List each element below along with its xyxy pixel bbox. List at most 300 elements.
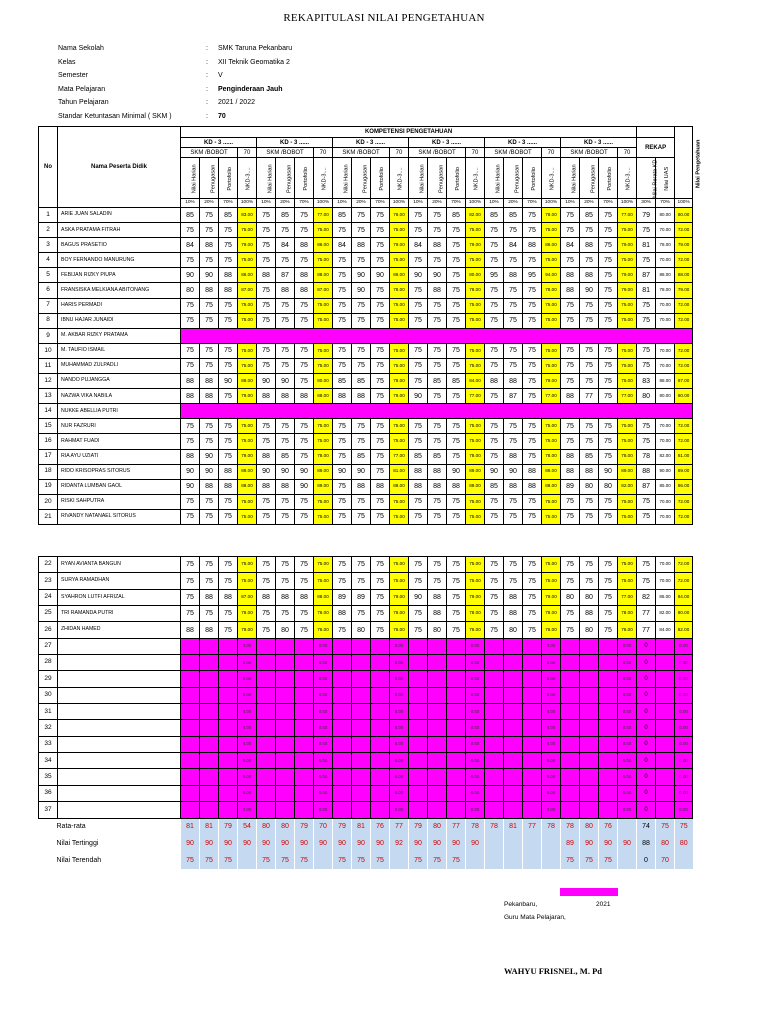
percent-cell: 20% <box>200 199 219 208</box>
info-value: 2021 / 2022 <box>218 99 255 107</box>
score-cell <box>295 655 314 671</box>
score-cell: 75 <box>219 494 238 509</box>
skm-value: 70 <box>390 148 409 158</box>
score-cell <box>447 769 466 785</box>
uas-cell: 82.00 <box>656 449 675 464</box>
score-cell <box>200 753 219 769</box>
nkd-cell: 78.00 <box>466 449 485 464</box>
sub-header-text: Penugasan <box>210 164 217 194</box>
info-row <box>58 69 292 83</box>
score-cell: 88 <box>295 283 314 298</box>
uas-cell: 80.00 <box>656 208 675 223</box>
nkd-cell: 0.00 <box>466 638 485 654</box>
score-cell <box>219 753 238 769</box>
score-cell: 75 <box>561 606 580 622</box>
score-cell: 88 <box>181 374 200 389</box>
score-cell: 75 <box>181 343 200 358</box>
nkd-cell: 86.00 <box>542 238 561 253</box>
percent-cell: 100% <box>675 199 693 208</box>
sub-header <box>181 158 200 199</box>
rerata-cell: 75 <box>637 434 656 449</box>
summary-value: 75 <box>295 852 314 869</box>
score-cell: 75 <box>257 238 276 253</box>
summary-value: 75 <box>257 852 276 869</box>
summary-value: 75 <box>428 852 447 869</box>
nkd-cell: 0.00 <box>466 704 485 720</box>
score-cell: 88 <box>580 464 599 479</box>
student-name: RIDO KRISOPRAS SITORUS <box>58 464 181 479</box>
score-cell: 95 <box>523 268 542 283</box>
summary-rerata: 74 <box>637 818 656 835</box>
score-cell: 75 <box>504 298 523 313</box>
score-cell: 75 <box>523 374 542 389</box>
score-cell: 80 <box>504 622 523 638</box>
score-cell: 88 <box>295 238 314 253</box>
percent-cell: 100% <box>466 199 485 208</box>
nkd-cell: 0.00 <box>466 655 485 671</box>
final-cell: 0.00 <box>675 769 693 785</box>
table-row <box>39 509 693 524</box>
score-cell: 89 <box>561 479 580 494</box>
score-cell: 75 <box>447 494 466 509</box>
score-cell <box>333 704 352 720</box>
nkd-cell: 79.00 <box>466 589 485 605</box>
nkd-cell: 82.00 <box>466 208 485 223</box>
rerata-cell: 75 <box>637 557 656 573</box>
score-cell: 75 <box>276 557 295 573</box>
score-cell: 88 <box>276 389 295 404</box>
score-cell <box>504 704 523 720</box>
score-cell: 88 <box>580 606 599 622</box>
nkd-cell: 0.00 <box>542 704 561 720</box>
score-cell <box>428 769 447 785</box>
score-cell: 88 <box>523 479 542 494</box>
info-colon: : <box>206 45 208 52</box>
sub-header <box>219 158 238 199</box>
nkd-cell: 0.00 <box>390 655 409 671</box>
row-number: 19 <box>39 479 58 494</box>
nkd-cell: 75.00 <box>390 343 409 358</box>
score-cell: 75 <box>409 434 428 449</box>
table-row <box>39 283 693 298</box>
nkd-cell: 78.00 <box>390 283 409 298</box>
score-cell: 80 <box>181 283 200 298</box>
score-cell: 75 <box>561 298 580 313</box>
nkd-cell: 0.00 <box>390 736 409 752</box>
score-cell: 75 <box>523 434 542 449</box>
skm-value: 70 <box>238 148 257 158</box>
uas-cell: 70.00 <box>656 557 675 573</box>
score-cell: 75 <box>504 573 523 589</box>
score-cell <box>428 687 447 703</box>
nkd-cell: 75.00 <box>618 358 637 373</box>
final-cell: 72.00 <box>675 557 693 573</box>
skm-label: SKM /BOBOT <box>257 148 314 158</box>
summary-value: 90 <box>219 835 238 852</box>
score-cell: 88 <box>219 283 238 298</box>
score-cell: 87 <box>504 389 523 404</box>
nkd-cell: 0.00 <box>618 769 637 785</box>
score-cell <box>371 687 390 703</box>
rerata-cell: 75 <box>637 313 656 328</box>
rekap-header: REKAP <box>637 138 675 158</box>
rerata-cell: 0 <box>637 769 656 785</box>
summary-value: 75 <box>181 852 200 869</box>
nkd-cell: 89.00 <box>238 464 257 479</box>
sub-header-text: NKD-3.... <box>245 167 252 191</box>
score-cell: 75 <box>561 622 580 638</box>
score-cell: 85 <box>219 208 238 223</box>
table-row <box>39 589 693 605</box>
score-cell: 75 <box>276 434 295 449</box>
score-cell: 75 <box>352 509 371 524</box>
score-cell: 75 <box>447 238 466 253</box>
score-cell: 75 <box>295 208 314 223</box>
score-cell: 88 <box>447 479 466 494</box>
student-name: BAGUS PRASETIO <box>58 238 181 253</box>
score-cell: 75 <box>523 419 542 434</box>
score-cell <box>200 720 219 736</box>
final-cell: 72.00 <box>675 253 693 268</box>
score-cell: 75 <box>580 573 599 589</box>
final-cell: 72.00 <box>675 419 693 434</box>
score-cell: 88 <box>276 479 295 494</box>
student-name <box>58 785 181 801</box>
nkd-cell: 75.00 <box>466 494 485 509</box>
uas-cell: 70.00 <box>656 313 675 328</box>
final-cell: 86.00 <box>675 479 693 494</box>
score-cell: 90 <box>257 374 276 389</box>
summary-value: 75 <box>409 852 428 869</box>
score-cell: 75 <box>409 494 428 509</box>
score-cell: 75 <box>352 606 371 622</box>
score-cell: 75 <box>561 358 580 373</box>
skm-label: SKM /BOBOT <box>561 148 618 158</box>
row-number: 29 <box>39 671 58 687</box>
score-cell: 88 <box>257 449 276 464</box>
score-cell: 75 <box>181 434 200 449</box>
score-cell: 75 <box>371 622 390 638</box>
score-cell <box>257 655 276 671</box>
nkd-cell: 78.00 <box>314 449 333 464</box>
score-cell: 75 <box>447 223 466 238</box>
nkd-cell: 0.00 <box>542 655 561 671</box>
summary-value <box>618 852 637 869</box>
nkd-cell: 75.00 <box>466 434 485 449</box>
score-cell: 80 <box>276 622 295 638</box>
nkd-cell: 79.00 <box>390 238 409 253</box>
score-cell: 75 <box>333 283 352 298</box>
score-cell: 75 <box>523 573 542 589</box>
score-cell <box>219 704 238 720</box>
sub-header-text: NKD-3.... <box>473 167 480 191</box>
score-cell <box>523 720 542 736</box>
score-cell: 88 <box>580 238 599 253</box>
nkd-cell: 0.00 <box>618 638 637 654</box>
summary-row <box>39 818 693 835</box>
score-cell <box>295 704 314 720</box>
score-cell <box>352 720 371 736</box>
row-number: 14 <box>39 404 58 419</box>
score-cell <box>371 736 390 752</box>
sub-header <box>447 158 466 199</box>
score-cell: 75 <box>599 374 618 389</box>
score-cell <box>599 638 618 654</box>
nkd-cell: 80.00 <box>466 268 485 283</box>
score-cell: 85 <box>181 208 200 223</box>
score-cell: 88 <box>219 479 238 494</box>
uas-cell <box>656 687 675 703</box>
score-cell <box>599 655 618 671</box>
rerata-cell: 75 <box>637 419 656 434</box>
score-cell: 75 <box>485 434 504 449</box>
row-number: 27 <box>39 638 58 654</box>
student-name <box>58 671 181 687</box>
table-row <box>39 253 693 268</box>
score-cell: 75 <box>371 557 390 573</box>
nkd-cell: 75.00 <box>314 573 333 589</box>
table-row <box>39 328 693 343</box>
info-colon: : <box>206 112 208 120</box>
row-number: 16 <box>39 434 58 449</box>
score-cell <box>409 704 428 720</box>
empty-row-fill <box>181 404 693 419</box>
score-cell: 75 <box>580 434 599 449</box>
table-row <box>39 573 693 589</box>
score-cell <box>409 785 428 801</box>
nkd-cell: 0.00 <box>390 769 409 785</box>
score-cell: 75 <box>599 449 618 464</box>
uas-cell: 70.00 <box>656 494 675 509</box>
score-cell: 75 <box>200 606 219 622</box>
nkd-cell: 75.00 <box>618 223 637 238</box>
nkd-cell: 75.00 <box>390 419 409 434</box>
summary-value: 75 <box>333 852 352 869</box>
nkd-cell: 0.00 <box>466 802 485 818</box>
score-cell: 75 <box>333 313 352 328</box>
score-cell <box>295 785 314 801</box>
summary-value: 77 <box>523 818 542 835</box>
score-cell: 75 <box>599 589 618 605</box>
table-row <box>39 753 693 769</box>
score-cell <box>561 655 580 671</box>
table-row <box>39 736 693 752</box>
summary-value: 75 <box>352 852 371 869</box>
score-cell: 75 <box>200 223 219 238</box>
score-cell: 75 <box>219 622 238 638</box>
nkd-cell: 75.00 <box>542 509 561 524</box>
table-row <box>39 419 693 434</box>
score-cell: 75 <box>200 434 219 449</box>
score-cell <box>371 638 390 654</box>
student-name: NANDO PUJANGGA <box>58 374 181 389</box>
score-cell: 88 <box>561 268 580 283</box>
score-cell <box>371 655 390 671</box>
score-cell: 75 <box>523 298 542 313</box>
score-cell <box>219 687 238 703</box>
score-cell: 75 <box>428 223 447 238</box>
student-name <box>58 802 181 818</box>
score-cell: 95 <box>485 268 504 283</box>
row-number: 4 <box>39 253 58 268</box>
score-cell: 75 <box>371 283 390 298</box>
table-row <box>39 313 693 328</box>
score-cell <box>276 769 295 785</box>
score-cell <box>219 802 238 818</box>
empty-row-fill <box>181 328 693 343</box>
score-cell: 75 <box>523 223 542 238</box>
rerata-cell: 0 <box>637 785 656 801</box>
score-cell <box>580 720 599 736</box>
rerata-cell: 81 <box>637 283 656 298</box>
percent-cell: 70% <box>219 199 238 208</box>
student-name: SYAHRON LUTFI AFRIZAL <box>58 589 181 605</box>
score-cell: 75 <box>181 573 200 589</box>
row-number: 9 <box>39 328 58 343</box>
nkd-cell: 75.00 <box>314 557 333 573</box>
final-cell: 0.00 <box>675 671 693 687</box>
uas-cell: 70.00 <box>656 223 675 238</box>
final-cell: 0.00 <box>675 753 693 769</box>
score-cell <box>352 769 371 785</box>
kd-header: KD - 3 ...... <box>333 138 409 148</box>
score-cell <box>428 720 447 736</box>
score-cell: 90 <box>181 464 200 479</box>
nkd-cell: 0.00 <box>618 802 637 818</box>
summary-rerata: 0 <box>637 852 656 869</box>
score-cell: 75 <box>295 573 314 589</box>
score-cell: 85 <box>580 449 599 464</box>
nkd-cell: 76.00 <box>238 606 257 622</box>
score-cell: 75 <box>561 343 580 358</box>
score-cell: 75 <box>504 358 523 373</box>
score-cell: 75 <box>409 419 428 434</box>
score-cell <box>561 720 580 736</box>
rerata-cell: 75 <box>637 358 656 373</box>
score-cell <box>599 785 618 801</box>
nkd-cell: 0.00 <box>238 671 257 687</box>
page-title: REKAPITULASI NILAI PENGETAHUAN <box>283 12 485 24</box>
final-cell: 88.00 <box>675 268 693 283</box>
score-cell <box>561 753 580 769</box>
score-cell: 75 <box>599 313 618 328</box>
score-cell: 75 <box>257 208 276 223</box>
nkd-cell: 89.00 <box>542 464 561 479</box>
summary-value <box>523 852 542 869</box>
table-row <box>39 638 693 654</box>
table-row <box>39 785 693 801</box>
score-cell: 85 <box>504 208 523 223</box>
rerata-cell: 82 <box>637 589 656 605</box>
final-cell: 89.00 <box>675 464 693 479</box>
table-row <box>39 238 693 253</box>
score-cell <box>333 638 352 654</box>
final-cell: 72.00 <box>675 573 693 589</box>
student-name: SURYA RAMADHAN <box>58 573 181 589</box>
summary-uas: 75 <box>656 818 675 835</box>
sub-header-text: Penugasan <box>514 164 521 194</box>
summary-value: 90 <box>181 835 200 852</box>
row-number: 7 <box>39 298 58 313</box>
final-cell: 72.00 <box>675 343 693 358</box>
score-cell: 88 <box>409 479 428 494</box>
score-cell: 75 <box>599 573 618 589</box>
score-cell <box>523 802 542 818</box>
table-row <box>39 720 693 736</box>
score-cell <box>504 687 523 703</box>
score-cell <box>447 687 466 703</box>
student-name <box>58 736 181 752</box>
final-cell: 0.00 <box>675 802 693 818</box>
score-cell <box>523 704 542 720</box>
signatory-name: WAHYU FRISNEL, M. Pd <box>504 966 602 976</box>
score-cell: 75 <box>409 223 428 238</box>
percent-cell: 20% <box>428 199 447 208</box>
score-cell: 88 <box>219 464 238 479</box>
summary-value: 76 <box>371 818 390 835</box>
school-info <box>58 42 292 124</box>
score-cell: 75 <box>333 419 352 434</box>
row-number: 21 <box>39 509 58 524</box>
score-cell: 75 <box>561 434 580 449</box>
score-cell: 75 <box>599 283 618 298</box>
kd-header: KD - 3 ...... <box>181 138 257 148</box>
nkd-cell: 75.00 <box>542 343 561 358</box>
skm-value: 70 <box>314 148 333 158</box>
row-number: 3 <box>39 238 58 253</box>
score-cell <box>371 802 390 818</box>
score-cell: 75 <box>447 434 466 449</box>
score-cell <box>580 769 599 785</box>
sub-header <box>371 158 390 199</box>
score-cell: 85 <box>409 449 428 464</box>
rekap-sub-text: Nilai Rerata KD <box>652 159 659 199</box>
nkd-cell: 84.00 <box>466 374 485 389</box>
nkd-cell: 87.00 <box>238 589 257 605</box>
row-number: 35 <box>39 769 58 785</box>
row-number: 13 <box>39 389 58 404</box>
score-cell: 75 <box>561 253 580 268</box>
score-cell: 75 <box>295 253 314 268</box>
nkd-cell: 0.00 <box>390 785 409 801</box>
score-cell: 75 <box>561 374 580 389</box>
summary-value: 90 <box>333 835 352 852</box>
score-cell: 75 <box>200 419 219 434</box>
summary-value: 90 <box>447 835 466 852</box>
score-cell: 84 <box>276 238 295 253</box>
final-cell: 80.00 <box>675 606 693 622</box>
score-cell: 75 <box>219 343 238 358</box>
score-cell <box>504 785 523 801</box>
score-cell <box>181 687 200 703</box>
sub-header <box>257 158 276 199</box>
skm-label: SKM /BOBOT <box>485 148 542 158</box>
sub-header-text: NKD-3.... <box>321 167 328 191</box>
score-cell: 75 <box>428 557 447 573</box>
score-cell: 75 <box>200 343 219 358</box>
score-cell: 75 <box>295 622 314 638</box>
score-cell: 75 <box>333 223 352 238</box>
percent-cell: 100% <box>542 199 561 208</box>
summary-value <box>542 835 561 852</box>
score-cell: 75 <box>447 573 466 589</box>
score-cell: 75 <box>504 343 523 358</box>
score-cell: 75 <box>200 298 219 313</box>
score-cell <box>200 704 219 720</box>
row-number: 8 <box>39 313 58 328</box>
score-cell <box>333 655 352 671</box>
score-cell: 84 <box>504 238 523 253</box>
